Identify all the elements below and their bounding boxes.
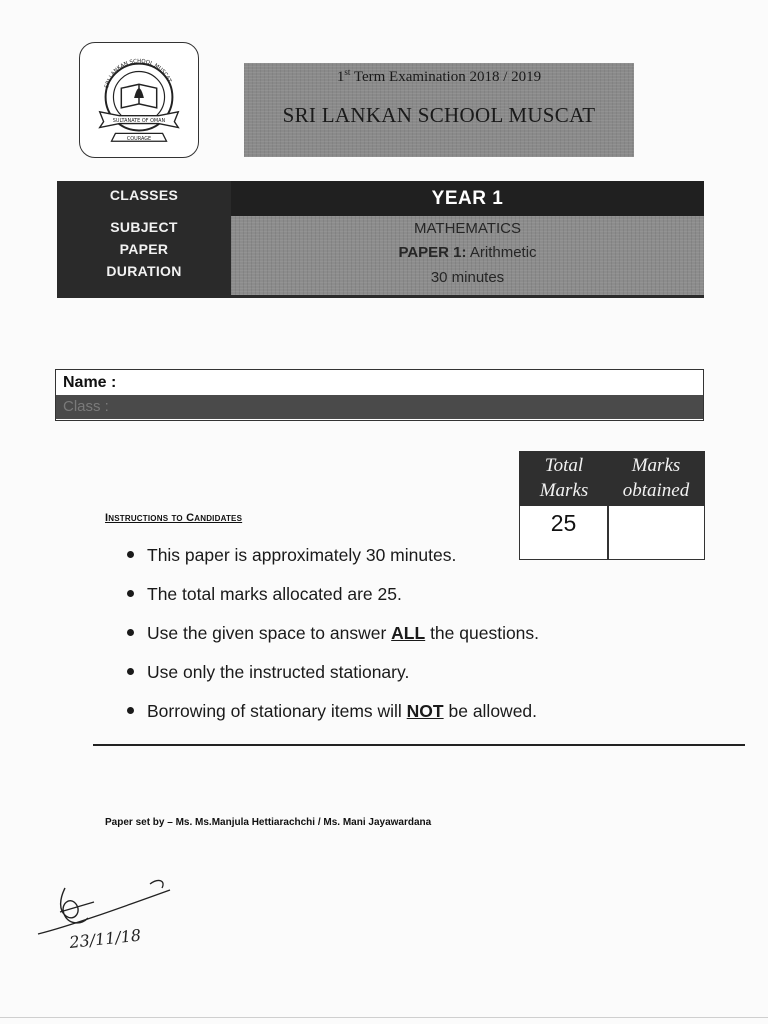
class-info-table (57, 181, 704, 298)
logo-motto: SULTANATE OF OMAN (112, 118, 166, 125)
paper-label: PAPER (119, 241, 169, 257)
instructions-heading: Instructions to Candidates (105, 512, 243, 524)
exam-title-box (244, 63, 634, 157)
marks-divider (607, 506, 609, 559)
school-logo (79, 42, 199, 158)
bullet-icon (127, 551, 134, 558)
subject-value: MATHEMATICS (414, 220, 521, 237)
bullet-icon (127, 590, 134, 597)
school-name: SRI LANKAN SCHOOL MUSCAT (282, 103, 596, 127)
student-info-box (55, 369, 704, 421)
total-marks-value: 25 (550, 510, 577, 536)
paper-value: PAPER 1: Arithmetic (398, 244, 537, 261)
section-divider (93, 744, 745, 746)
signature-date: 23/11/18 (68, 925, 142, 952)
marks-table-header (519, 451, 705, 506)
marks-obtained-label: Marks obtained (622, 455, 690, 501)
name-field[interactable]: Name : (63, 374, 117, 391)
svg-text:SRI LANKAN SCHOOL MUSCAT: SRI LANKAN SCHOOL MUSCAT (104, 58, 173, 89)
logo-courage: COURAGE (126, 135, 152, 142)
handwritten-signature (30, 868, 180, 958)
instruction-item: Use only the instructed stationary. (127, 662, 409, 683)
total-marks-label: Total Marks (539, 455, 589, 501)
year-value: YEAR 1 (231, 181, 704, 216)
instruction-item: Borrowing of stationary items will NOT be allowed. (127, 701, 537, 722)
class-field[interactable]: Class : (56, 395, 703, 419)
subject-label: SUBJECT (110, 219, 178, 235)
instruction-item: Use the given space to answer ALL the questions. (127, 623, 539, 644)
instruction-item: This paper is approximately 30 minutes. (127, 545, 456, 566)
bullet-icon (127, 629, 134, 636)
page-bottom-line (0, 1017, 768, 1018)
bullet-icon (127, 668, 134, 675)
classes-label: CLASSES (109, 187, 179, 203)
duration-label: DURATION (106, 263, 182, 279)
marks-table-body (519, 506, 705, 560)
subject-cell (231, 216, 704, 295)
instruction-item: The total marks allocated are 25. (127, 584, 402, 605)
exam-term-line: 1st Term Examination 2018 / 2019 (336, 67, 542, 85)
paper-set-by: Paper set by – Ms. Ms.Manjula Hettiarachchi / Ms. Mani Jayawardana (105, 817, 432, 828)
duration-value: 30 minutes (430, 269, 505, 286)
bullet-icon (127, 707, 134, 714)
